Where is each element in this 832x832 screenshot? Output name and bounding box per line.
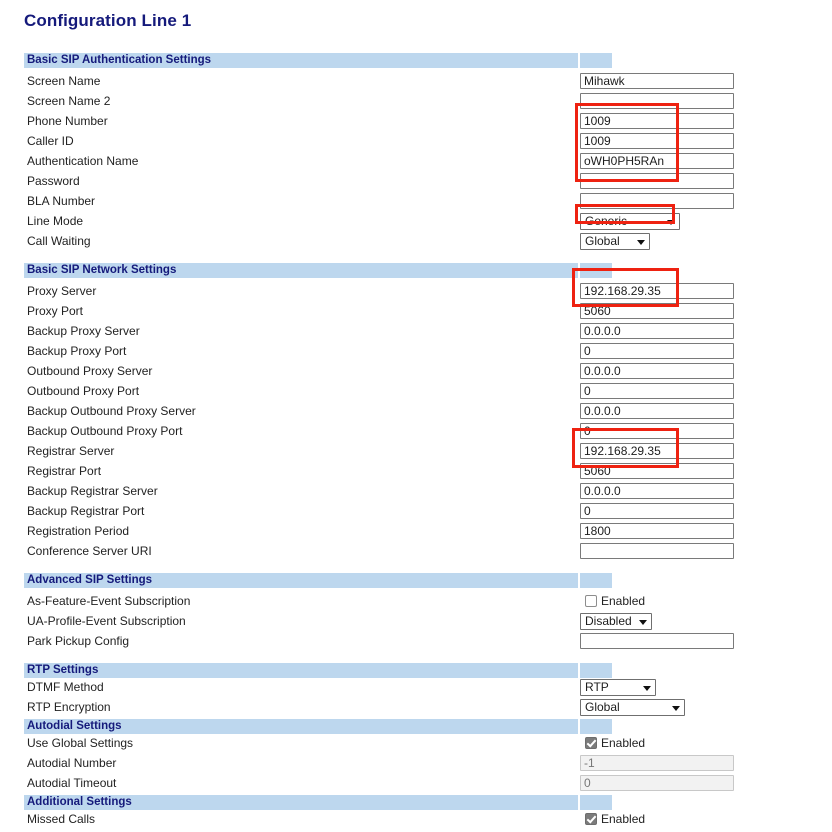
conference-server-uri-input[interactable] (580, 543, 734, 559)
section-title: RTP Settings (27, 664, 99, 676)
field-row (0, 775, 832, 795)
chevron-down-icon (667, 220, 675, 225)
field-row (0, 613, 832, 633)
ua-profile-event-subscription-select[interactable] (580, 613, 652, 630)
field-label: Backup Proxy Server (27, 324, 140, 338)
screen-name-input[interactable] (580, 73, 734, 89)
section-title: Basic SIP Authentication Settings (27, 54, 212, 66)
field-label: Registrar Port (27, 464, 102, 478)
field-label: Missed Calls (27, 812, 96, 826)
field-label: Phone Number (27, 114, 108, 128)
section-header-basic-sip-network (0, 263, 832, 283)
field-label: Proxy Port (27, 304, 84, 318)
field-row (0, 153, 832, 173)
field-row (0, 483, 832, 503)
as-feature-event-subscription-checkbox-label: Enabled (601, 594, 646, 608)
section-band-right (580, 573, 612, 588)
section-band-right (580, 663, 612, 678)
registrar-server-input[interactable] (580, 443, 734, 459)
field-label: Password (27, 174, 80, 188)
password-input[interactable] (580, 173, 734, 189)
call-waiting-select-value: Global (585, 234, 620, 248)
field-label: Outbound Proxy Server (27, 364, 153, 378)
field-row (0, 593, 832, 613)
section-band-right (580, 263, 612, 278)
field-label: DTMF Method (27, 680, 104, 694)
field-label: Backup Outbound Proxy Port (27, 424, 183, 438)
field-row (0, 735, 832, 755)
field-label: Registration Period (27, 524, 130, 538)
caller-id-input[interactable] (580, 133, 734, 149)
rtp-encryption-select[interactable] (580, 699, 685, 716)
field-label: Registrar Server (27, 444, 115, 458)
section-band-right (580, 719, 612, 734)
field-row (0, 523, 832, 543)
section-title: Additional Settings (27, 796, 132, 808)
backup-outbound-proxy-port-input[interactable] (580, 423, 734, 439)
park-pickup-config-input[interactable] (580, 633, 734, 649)
dtmf-method-select-value: RTP (585, 680, 609, 694)
field-row (0, 173, 832, 193)
line-mode-select[interactable] (580, 213, 680, 230)
field-label: Backup Proxy Port (27, 344, 127, 358)
field-row (0, 383, 832, 403)
field-row (0, 633, 832, 653)
dtmf-method-select[interactable] (580, 679, 656, 696)
proxy-server-input[interactable] (580, 283, 734, 299)
section-title: Advanced SIP Settings (27, 574, 153, 586)
as-feature-event-subscription-checkbox[interactable] (585, 595, 597, 607)
field-label: BLA Number (27, 194, 96, 208)
field-label: Autodial Number (27, 756, 117, 770)
field-row (0, 233, 832, 253)
field-row (0, 463, 832, 483)
field-row (0, 811, 832, 831)
screen-name-2-input[interactable] (580, 93, 734, 109)
field-row (0, 343, 832, 363)
chevron-down-icon (637, 240, 645, 245)
field-row (0, 503, 832, 523)
field-row (0, 543, 832, 563)
field-row (0, 755, 832, 775)
missed-calls-checkbox-label: Enabled (601, 812, 646, 826)
field-label: As-Feature-Event Subscription (27, 594, 191, 608)
backup-proxy-port-input[interactable] (580, 343, 734, 359)
field-label: Autodial Timeout (27, 776, 117, 790)
field-label: Screen Name 2 (27, 94, 111, 108)
field-label: Line Mode (27, 214, 84, 228)
backup-proxy-server-input[interactable] (580, 323, 734, 339)
outbound-proxy-port-input[interactable] (580, 383, 734, 399)
field-row (0, 699, 832, 719)
use-global-settings-checkbox[interactable] (585, 737, 597, 749)
field-row (0, 303, 832, 323)
field-row (0, 93, 832, 113)
autodial-number-input[interactable] (580, 755, 734, 771)
field-label: RTP Encryption (27, 700, 111, 714)
backup-registrar-server-input[interactable] (580, 483, 734, 499)
chevron-down-icon (639, 620, 647, 625)
section-band-right (580, 795, 612, 810)
backup-registrar-port-input[interactable] (580, 503, 734, 519)
registrar-port-input[interactable] (580, 463, 734, 479)
phone-number-input[interactable] (580, 113, 734, 129)
field-label: Conference Server URI (27, 544, 152, 558)
field-label: Outbound Proxy Port (27, 384, 140, 398)
section-header-basic-sip-auth (0, 53, 832, 73)
field-label: Backup Registrar Server (27, 484, 158, 498)
field-label: Backup Registrar Port (27, 504, 145, 518)
rtp-encryption-select-value: Global (585, 700, 620, 714)
field-row (0, 73, 832, 93)
proxy-port-input[interactable] (580, 303, 734, 319)
field-row (0, 679, 832, 699)
field-row (0, 443, 832, 463)
section-header-advanced-sip (0, 573, 832, 593)
call-waiting-select[interactable] (580, 233, 650, 250)
chevron-down-icon (643, 686, 651, 691)
section-title: Basic SIP Network Settings (27, 264, 177, 276)
missed-calls-checkbox[interactable] (585, 813, 597, 825)
field-label: Park Pickup Config (27, 634, 130, 648)
chevron-down-icon (672, 706, 680, 711)
authentication-name-input[interactable] (580, 153, 734, 169)
page-title: Configuration Line 1 (24, 11, 192, 30)
field-row (0, 133, 832, 153)
bla-number-input[interactable] (580, 193, 734, 209)
field-label: UA-Profile-Event Subscription (27, 614, 186, 628)
outbound-proxy-server-input[interactable] (580, 363, 734, 379)
field-label: Call Waiting (27, 234, 91, 248)
field-row (0, 363, 832, 383)
field-label: Authentication Name (27, 154, 139, 168)
field-label: Caller ID (27, 134, 74, 148)
missed-calls-checkbox-wrapper[interactable] (585, 811, 645, 827)
section-band-right (580, 53, 612, 68)
section-band (24, 663, 578, 678)
field-label: Screen Name (27, 74, 101, 88)
use-global-settings-checkbox-label: Enabled (601, 736, 646, 750)
field-row (0, 213, 832, 233)
autodial-timeout-input[interactable] (580, 775, 734, 791)
registration-period-input[interactable] (580, 523, 734, 539)
field-row (0, 423, 832, 443)
section-title: Autodial Settings (27, 720, 122, 732)
field-label: Backup Outbound Proxy Server (27, 404, 196, 418)
line-mode-select-value: Generic (585, 214, 628, 228)
ua-profile-event-subscription-select-value: Disabled (585, 614, 632, 628)
backup-outbound-proxy-server-input[interactable] (580, 403, 734, 419)
as-feature-event-subscription-checkbox-wrapper[interactable] (585, 593, 645, 609)
field-row (0, 113, 832, 133)
field-row (0, 193, 832, 213)
field-label: Use Global Settings (27, 736, 134, 750)
use-global-settings-checkbox-wrapper[interactable] (585, 735, 645, 751)
field-row (0, 323, 832, 343)
field-row (0, 283, 832, 303)
field-row (0, 403, 832, 423)
field-label: Proxy Server (27, 284, 97, 298)
